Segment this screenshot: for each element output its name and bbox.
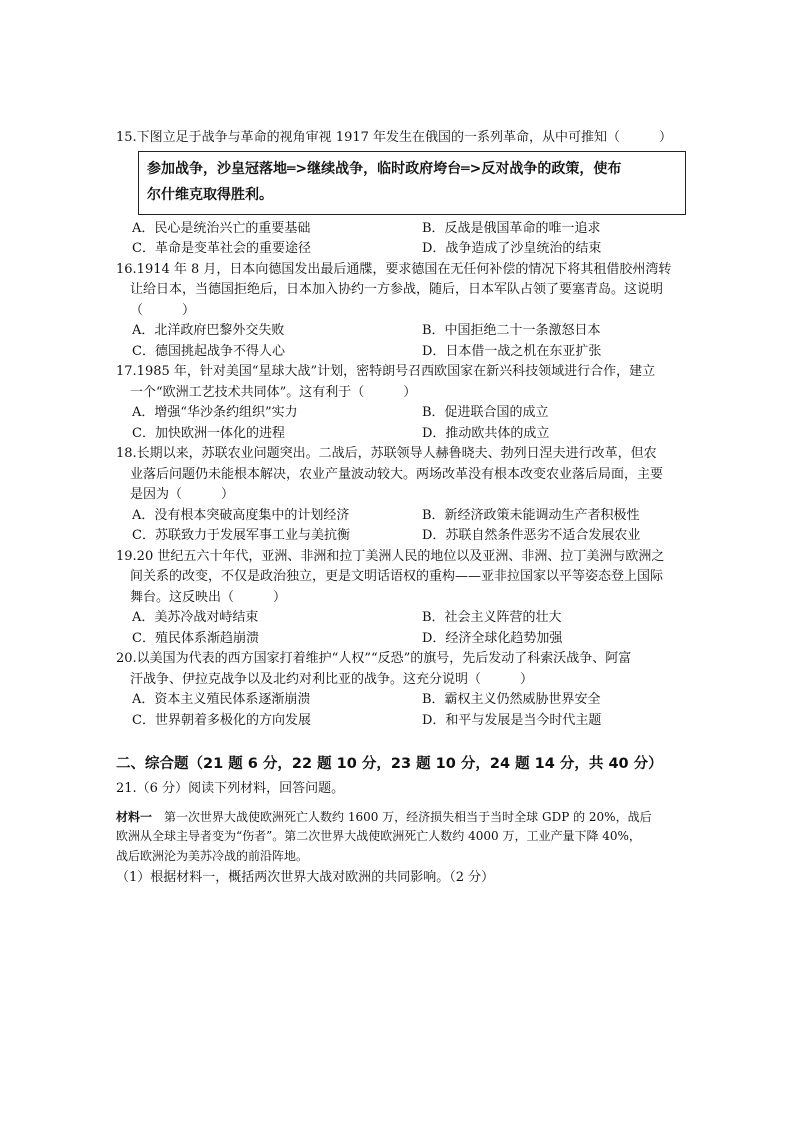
question-stem-line: 18.长期以来，苏联农业问题突出。二战后，苏联领导人赫鲁晓夫、勃列日涅夫进行改革，但农 [116, 446, 657, 461]
question-stem-line: 汗战争、伊拉克战争以及北约对利比亚的战争。这充分说明（ ） [130, 671, 534, 687]
sub-question-1: （1）根据材料一，概括两次世界大战对欧洲的共同影响。（2 分） [116, 870, 495, 885]
material-one [116, 808, 686, 867]
option-c: C．加快欧洲一体化的进程 [132, 425, 285, 441]
options [116, 506, 686, 547]
question-16 [116, 260, 686, 363]
option-a: A．资本主义殖民体系逐渐崩溃 [132, 692, 311, 707]
option-b: B．反战是俄国革命的唯一追求 [422, 220, 601, 236]
option-a: A．北洋政府巴黎外交失败 [132, 323, 285, 338]
diagram-box [138, 151, 686, 215]
options [116, 219, 686, 260]
option-c: C．德国挑起战争不得人心 [132, 343, 285, 359]
option-d: D．经济全球化趋势加强 [422, 630, 563, 646]
question-stem-line: 让给日本，当德国拒绝后，日本加入协约一方参战，随后，日本军队占领了要塞青岛。这说明 [130, 282, 664, 297]
material-line: 战后欧洲沦为美苏冷战的前沿阵地。 [116, 848, 309, 863]
options [116, 608, 686, 649]
option-d: D．和平与发展是当今时代主题 [422, 712, 602, 728]
option-d: D．战争造成了沙皇统治的结束 [422, 241, 602, 256]
option-b: B．促进联合国的成立 [422, 405, 549, 420]
option-a: A．没有根本突破高度集中的计划经济 [132, 507, 350, 523]
page-content [116, 128, 686, 889]
option-d: D．日本借一战之机在东亚扩张 [422, 343, 602, 359]
question-stem-line: 业落后问题仍未能根本解决，农业产量波动较大。两场改革没有根本改变农业落后局面，主要 [130, 466, 664, 482]
option-b: B．社会主义阵营的壮大 [422, 610, 562, 625]
question-stem-line: 16.1914 年 8 月，日本向德国发出最后通牒，要求德国在无任何补偿的情况下将其租借胶州湾转 [116, 261, 672, 277]
option-d: D．苏联自然条件恶劣不适合发展农业 [422, 528, 641, 543]
material-line: 欧洲从全球主导者变为“伤者”。第二次世界大战使欧洲死亡人数约 4000 万，工业产量下降 40%， [116, 829, 641, 843]
option-a: A．增强“华沙条约组织”实力 [132, 405, 298, 420]
material-label: 材料一 [116, 809, 153, 824]
question-18 [116, 444, 686, 547]
question-stem-line: 一个“欧洲工艺技术共同体”。这有利于（ ） [130, 384, 417, 400]
options [116, 403, 686, 444]
option-c: C．革命是变革社会的重要途径 [132, 241, 311, 256]
options [116, 690, 686, 731]
option-c: C．殖民体系渐趋崩溃 [132, 630, 259, 646]
option-c: C．世界朝着多极化的方向发展 [132, 712, 311, 728]
option-b: B．新经济政策未能调动生产者积极性 [422, 507, 640, 523]
question-stem-line: 20.以美国为代表的西方国家打着维护“人权”“反恐”的旗号，先后发动了科索沃战争、阿富 [116, 651, 632, 666]
option-a: A．民心是统治兴亡的重要基础 [132, 220, 311, 236]
question-15 [116, 128, 686, 260]
material-text: 第一次世界大战使欧洲死亡人数约 1600 万，经济损失相当于当时全球 GDP 的 20%，战后 [152, 809, 652, 824]
question-17 [116, 362, 686, 444]
question-stem-line: 19.20 世纪五六十年代，亚洲、非洲和拉丁美洲人民的地位以及亚洲、非洲、拉丁美洲与欧洲之 [116, 548, 665, 564]
option-a: A．美苏冷战对峙结束 [132, 610, 259, 625]
question-stem-line: （ ） [130, 302, 196, 318]
option-d: D．推动欧共体的成立 [422, 425, 550, 441]
question-stem-line: 15.下图立足于战争与革命的视角审视 1917 年发生在俄国的一系列革命，从中可推知（ ） [116, 130, 673, 145]
question-stem-line: 17.1985 年，针对美国“星球大战”计划，密特朗号召西欧国家在新兴科技领域进行合作，建立 [116, 364, 656, 379]
question-19 [116, 547, 686, 650]
question-20 [116, 649, 686, 731]
section-title: 二、综合题（21 题 6 分，22 题 10 分，23 题 10 分，24 题 14 分，共 40 分） [116, 756, 663, 772]
material-line [116, 808, 686, 828]
option-b: B．霸权主义仍然威胁世界安全 [422, 692, 601, 707]
diagram-box-line: 尔什维克取得胜利。 [147, 186, 273, 203]
question-21-intro: 21.（6 分）阅读下列材料，回答问题。 [116, 781, 345, 796]
options [116, 321, 686, 362]
option-c: C．苏联致力于发展军事工业与美抗衡 [132, 528, 350, 543]
question-stem-line: 舞台。这反映出（ ） [130, 589, 287, 605]
question-stem-line: 间关系的改变，不仅是政治独立，更是文明话语权的重构——亚非拉国家以平等姿态登上国际 [130, 569, 664, 584]
diagram-box-line: 参加战争，沙皇冠落地═>继续战争，临时政府垮台═>反对战争的政策，使布 [147, 160, 622, 177]
question-stem-line: 是因为（ ） [130, 487, 235, 502]
option-b: B．中国拒绝二十一条激怒日本 [422, 323, 601, 338]
